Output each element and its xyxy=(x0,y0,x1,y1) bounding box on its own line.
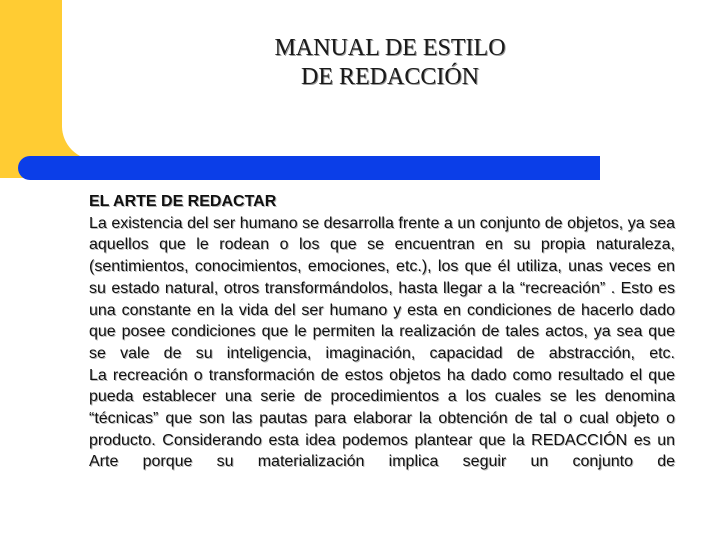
slide-title xyxy=(170,34,610,92)
paragraph-1: La existencia del ser humano se desarrolla frente a un conjunto de objetos, ya sea aquellos que le rodean o los que se encuentran en su propia naturaleza, (sentimientos, conocimientos, emociones, etc.), los que él utiliza, unas veces en su estado natural, otros transformándolos, hasta llegar a la “recreación” . Esto es una constante en la vida del ser humano y esta en condiciones de hacerlo dado que posee condiciones que le permiten la realización de tales actos, ya sea que se vale de su inteligencia, imaginación, capacidad de abstracción, etc. xyxy=(89,214,675,362)
blue-divider-bar xyxy=(18,156,600,180)
paragraph-2: La recreación o transformación de estos objetos ha dado como resultado el que pueda establecer una serie de procedimientos a los cuales se les denomina “técnicas” que son las pautas para elaborar la obtención de tal o cual objeto o producto. Considerando esta idea podemos plantear que la REDACCIÓN es un Arte porque su materialización implica seguir un conjunto de xyxy=(89,366,675,471)
title-line-2: DE REDACCIÓN xyxy=(301,64,479,90)
title-line-1: MANUAL DE ESTILO xyxy=(274,35,506,61)
body-text xyxy=(89,191,675,473)
section-heading: EL ARTE DE REDACTAR xyxy=(89,193,277,210)
